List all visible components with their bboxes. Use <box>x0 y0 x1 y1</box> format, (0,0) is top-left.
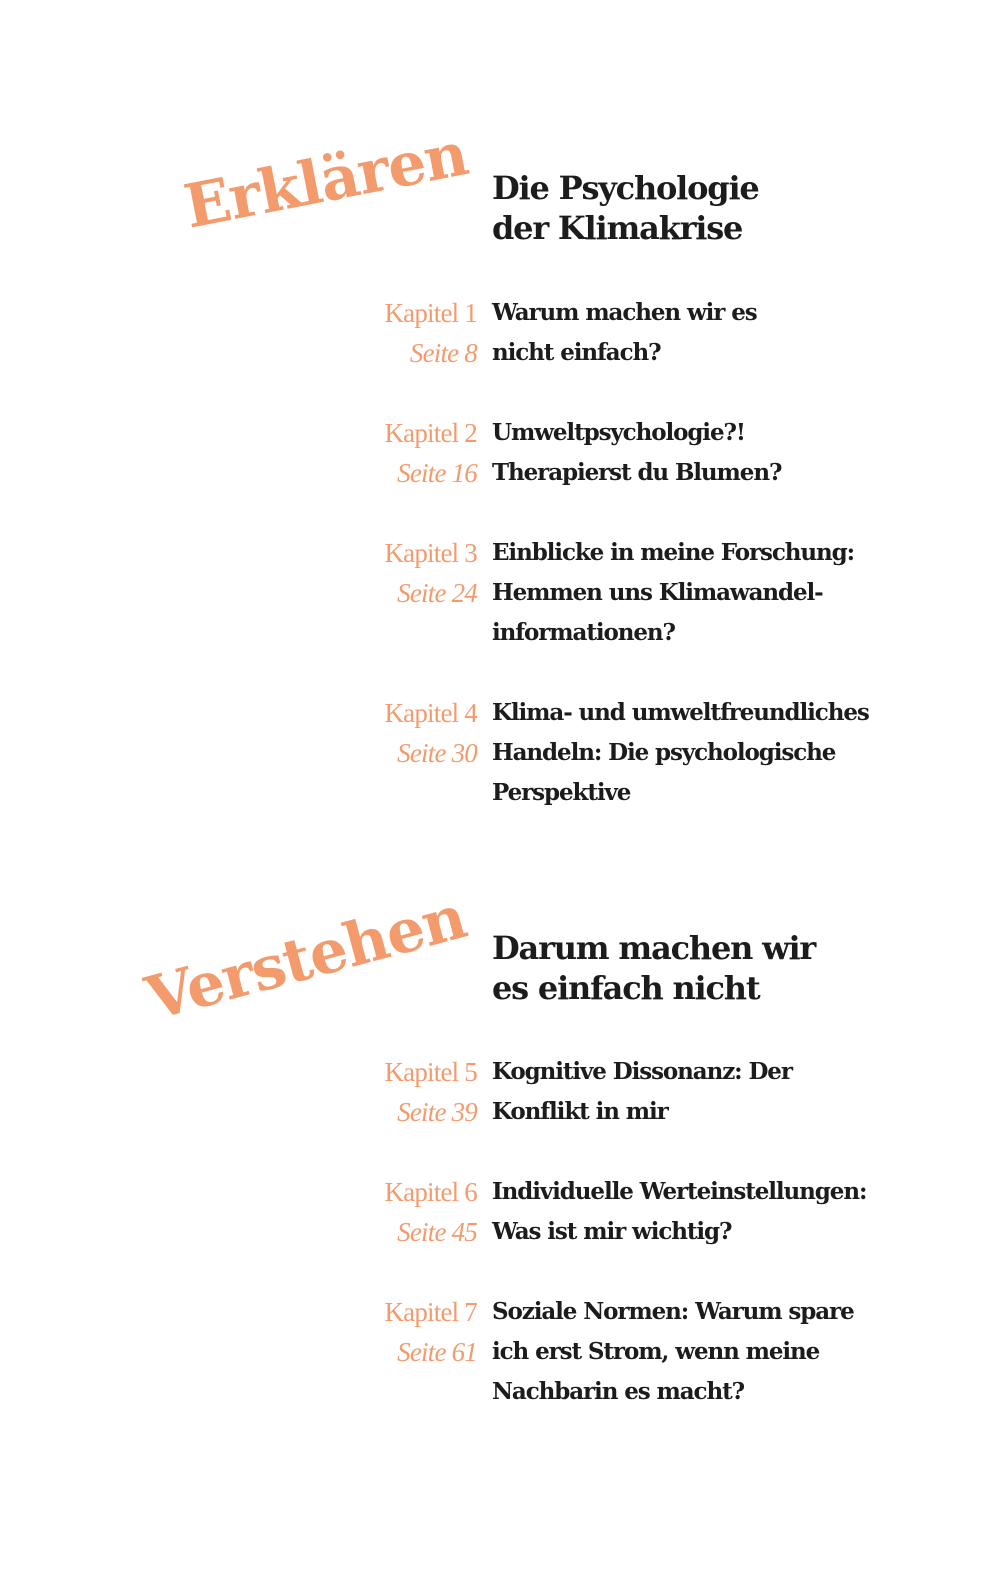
chapter-meta <box>384 533 477 613</box>
chapter-title-line: informationen? <box>492 619 675 646</box>
section-title-2 <box>492 928 815 1008</box>
chapter-title-line: Soziale Normen: Warum spare <box>492 1298 854 1325</box>
chapter-meta <box>384 693 477 773</box>
chapter-title-line: nicht einfach? <box>492 339 661 366</box>
page-number: Seite 39 <box>397 1097 477 1127</box>
chapter-title-line: Einblicke in meine Forschung: <box>492 539 854 566</box>
chapter-title-line: Was ist mir wichtig? <box>492 1218 732 1245</box>
page-number: Seite 30 <box>397 738 477 768</box>
chapter-meta <box>384 1172 477 1252</box>
chapter-title <box>492 1052 792 1132</box>
chapter-title-line: Konflikt in mir <box>492 1098 668 1125</box>
chapter-meta <box>384 413 477 493</box>
section-title-line: Darum machen wir <box>492 929 816 967</box>
chapter-title-line: Therapierst du Blumen? <box>492 459 782 486</box>
chapter-title <box>492 693 869 813</box>
chapter-title-line: Hemmen uns Klimawandel- <box>492 579 823 606</box>
chapter-title-line: ich erst Strom, wenn meine <box>492 1338 820 1365</box>
chapter-title <box>492 293 757 373</box>
page-number: Seite 24 <box>397 578 477 608</box>
section-title-line: es einfach nicht <box>492 969 760 1007</box>
chapter-title-line: Perspektive <box>492 779 631 806</box>
chapter-meta <box>384 1052 477 1132</box>
chapter-meta <box>384 293 477 373</box>
page-number: Seite 61 <box>397 1337 477 1367</box>
chapter-title-line: Nachbarin es macht? <box>492 1378 744 1405</box>
chapter-number: Kapitel 3 <box>384 538 477 568</box>
chapter-number: Kapitel 5 <box>384 1057 477 1087</box>
chapter-title-line: Kognitive Dissonanz: Der <box>492 1058 792 1085</box>
section-heading-erklaeren: Erklären <box>178 119 473 243</box>
chapter-title <box>492 413 781 493</box>
chapter-title-line: Handeln: Die psychologische <box>492 739 836 766</box>
chapter-number: Kapitel 7 <box>384 1297 477 1327</box>
chapter-number: Kapitel 4 <box>384 698 477 728</box>
section-title-line: der Klimakrise <box>492 209 743 247</box>
chapter-number: Kapitel 1 <box>384 298 477 328</box>
chapter-title-line: Klima- und umweltfreundliches <box>492 699 869 726</box>
chapter-title <box>492 1172 866 1252</box>
chapter-title-line: Individuelle Werteinstellungen: <box>492 1178 867 1205</box>
chapter-number: Kapitel 2 <box>384 418 477 448</box>
chapter-title <box>492 1292 854 1412</box>
section-title-1 <box>492 168 759 248</box>
chapter-title <box>492 533 854 653</box>
chapter-number: Kapitel 6 <box>384 1177 477 1207</box>
page-number: Seite 8 <box>409 338 477 368</box>
chapter-title-line: Umweltpsychologie?! <box>492 419 745 446</box>
chapter-title-line: Warum machen wir es <box>492 299 757 326</box>
section-title-line: Die Psychologie <box>492 169 759 207</box>
section-heading-verstehen: Verstehen <box>139 882 473 1035</box>
page-number: Seite 45 <box>397 1217 477 1247</box>
page-number: Seite 16 <box>397 458 477 488</box>
chapter-meta <box>384 1292 477 1372</box>
